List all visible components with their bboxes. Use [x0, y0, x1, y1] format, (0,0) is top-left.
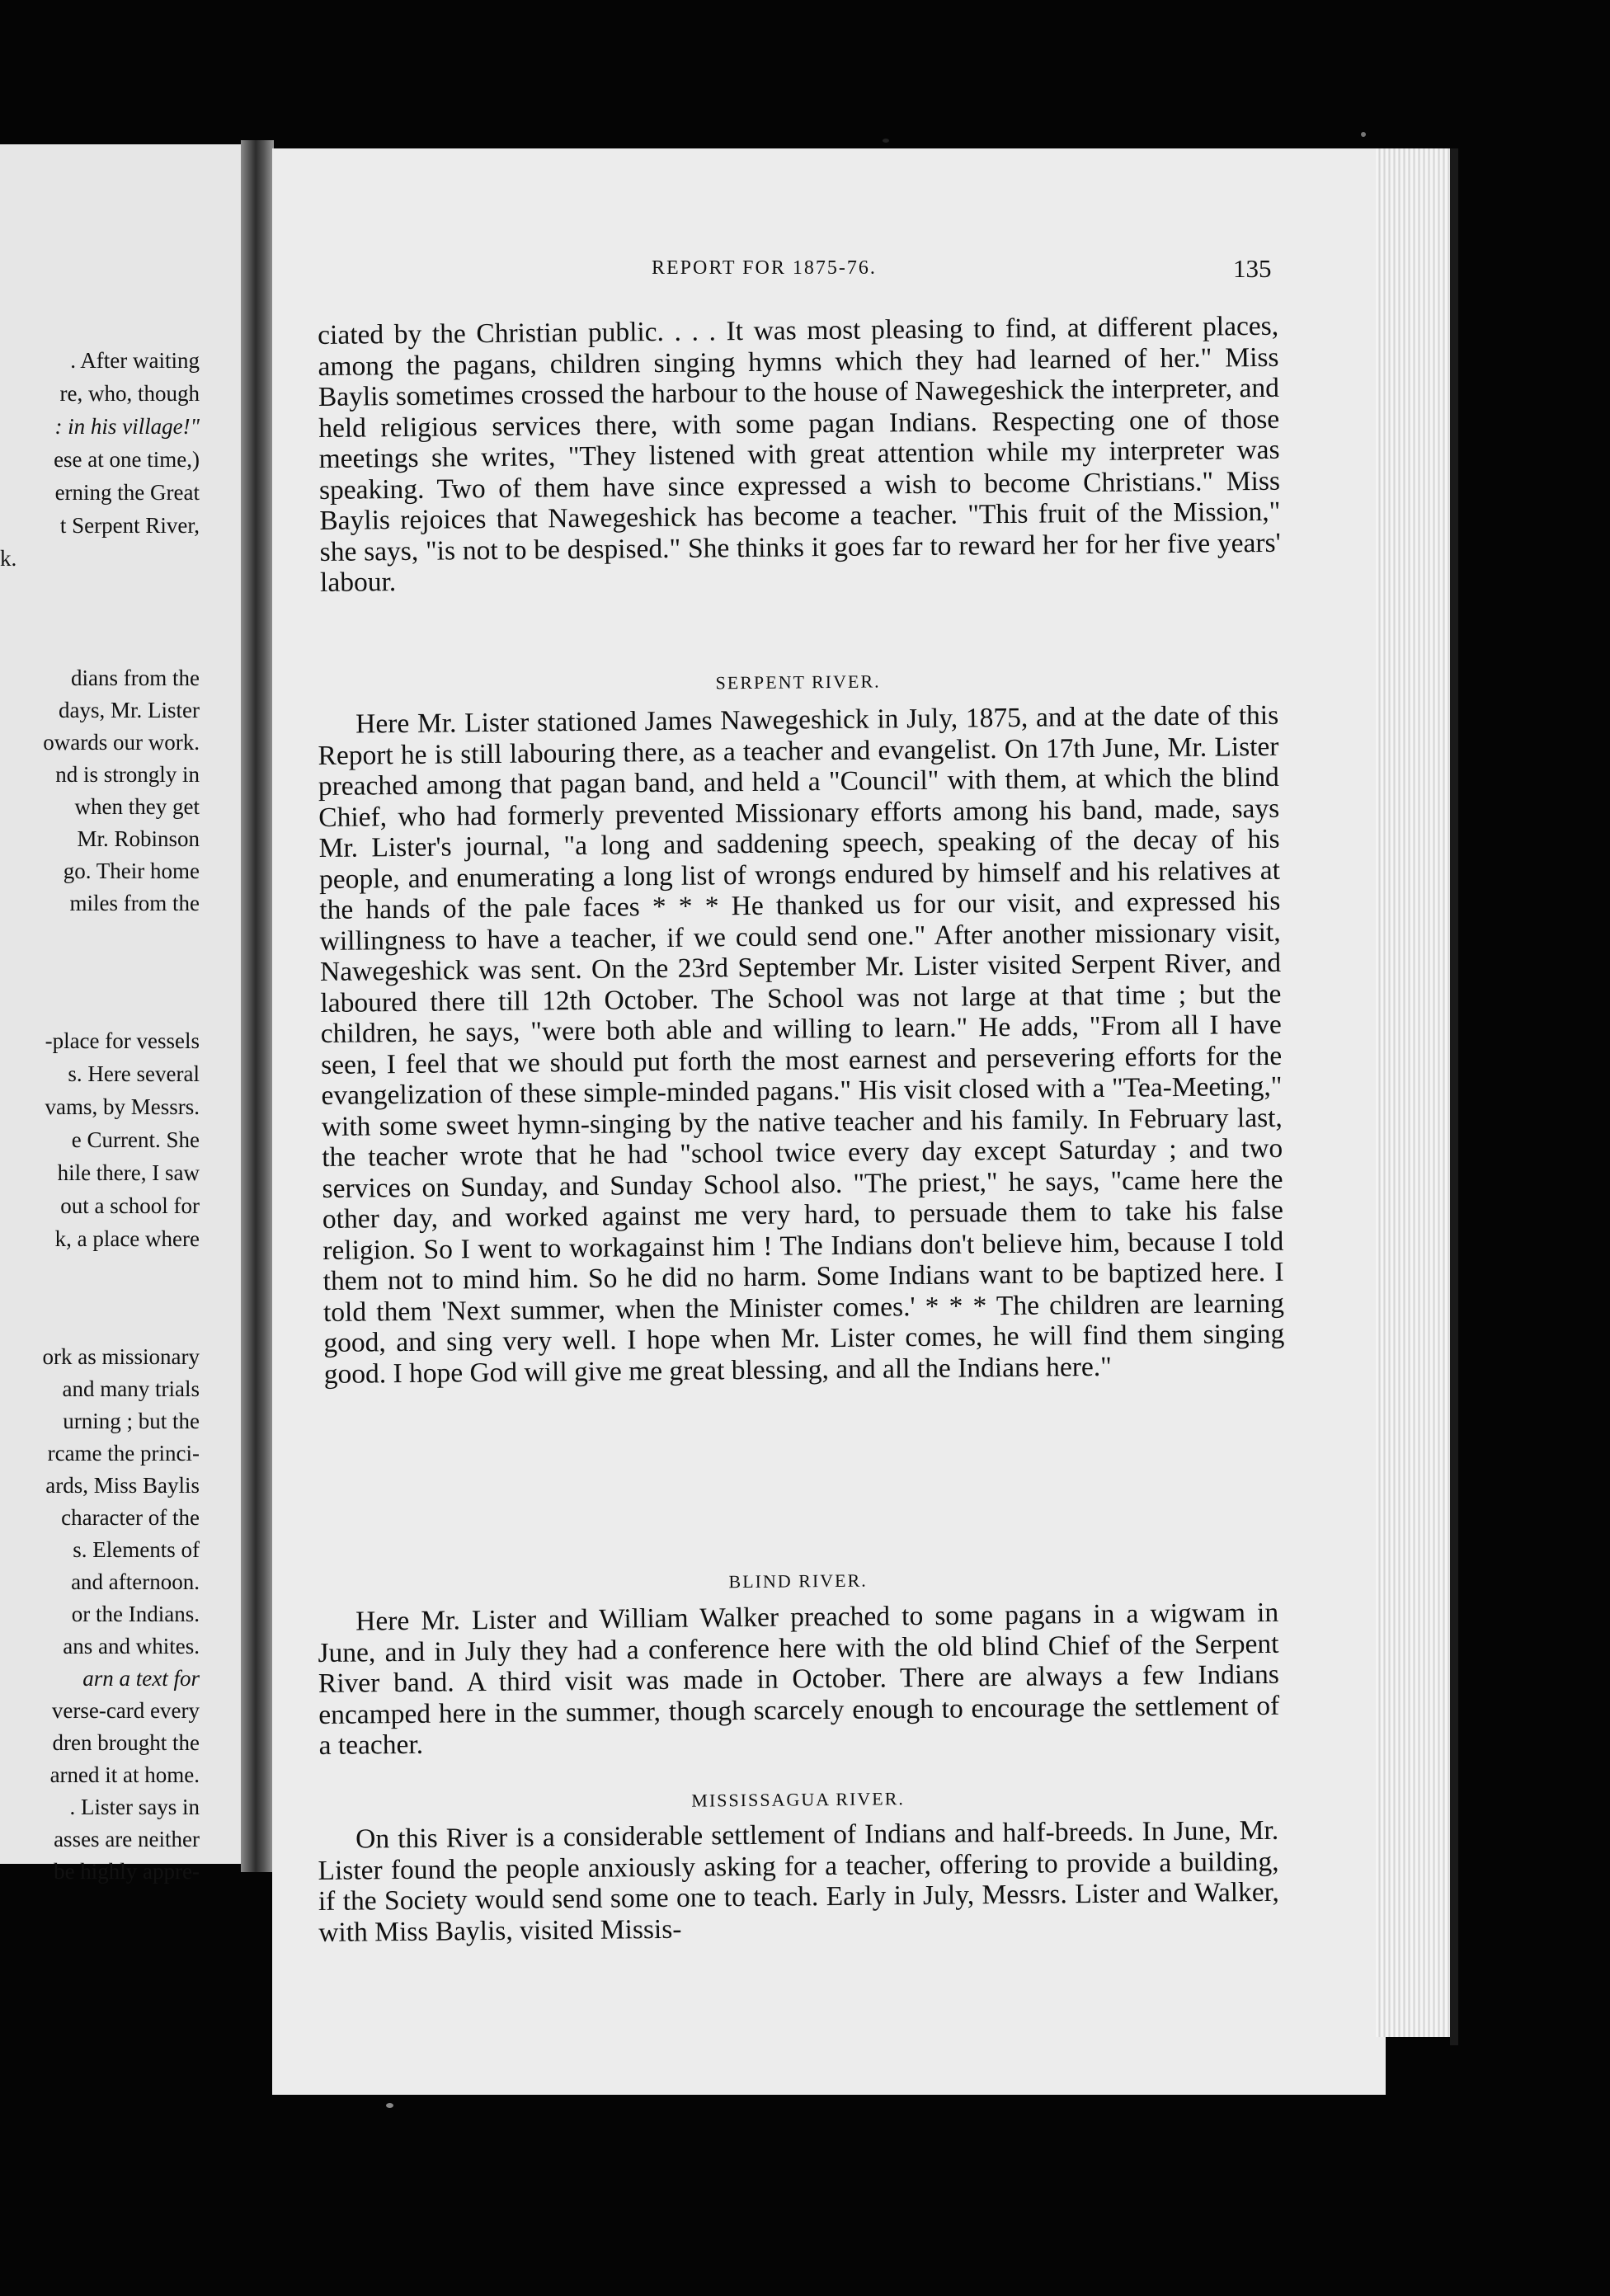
left-page-line: verse-card every	[51, 1698, 200, 1723]
paragraph-text: ciated by the Christian public. . . . It was most pleasing to find, at different places, among the pagans, children singing hymns which they had learned of her." Miss Baylis sometimes crossed the harbour to the house of Nawegeshick the interpreter, and held religious services there, with some pagan Indians. Respecting one of those meetings she writes, "They listened with great attention while my interpreter was speaking. Two of them have since expressed a wish to become Christians." Miss Baylis rejoices that Nawegeshick has become a teacher. "This fruit of the Mission," she says, "is not to be despised." She thinks it goes far to reward her for her five years' labour.	[318, 310, 1281, 598]
left-page-line: asses are neither	[54, 1827, 200, 1851]
scan-speck	[1361, 132, 1366, 137]
left-page-line: dren brought the	[52, 1730, 200, 1755]
left-page-line: and afternoon.	[71, 1569, 200, 1594]
left-page-line: hile there, I saw	[57, 1160, 200, 1185]
left-page-line: : in his village!"	[54, 414, 200, 439]
section-paragraph	[318, 700, 1285, 1390]
paragraph-text: Here Mr. Lister stationed James Nawegeshick in July, 1875, and at the date of this Report he is still labouring there, as a teacher and evangelist. On 17th June, Mr. Lister preached among that pagan band, and held a "Council" with them, at which the blind Chief, who had formerly prevented Missionary efforts among his band, made, says Mr. Lister's journal, "a long and saddening speech, speaking of the decay of his people, and enumerating a long list of wrongs endured by himself and his relatives at the hands of the pale faces * * * He thanked us for our visit, and expressed his willingness to have a teacher, if we could send one." After another missionary visit, Nawegeshick was sent. On the 23rd September Mr. Lister visited Serpent River, and laboured there till 12th October. The School was not large at that time ; but the children, he says, "were both able and willing to learn." He adds, "From all I have seen, I feel that we should put forth the most earnest and persevering efforts for the evangelization of these simple-minded pagans." His visit closed with a "Tea-Meeting," with some sweet hymn-singing by the native teacher and his family. In February last, the teacher wrote that he had "school twice every day except Saturday ; and two services on Sunday, and Sunday School also. "The priest," he says, "came here the other day, and worked against me very hard, to persuade them to take his false religion. So I went to workagainst him ! The Indians don't believe him, because I told them not to mind him. So he did no harm. Some Indians want to be baptized here. I told them 'Next summer, when the Minister comes.' * * * The children are learning good, and sing very well. I hope when Mr. Lister comes, he will find them singing good. I hope God will give me great blessing, and all the Indians here."	[318, 699, 1285, 1390]
section-paragraph	[318, 1597, 1280, 1762]
book-edge-shadow	[1450, 148, 1458, 2045]
left-page-line: s. Here several	[68, 1061, 200, 1086]
left-page-line: character of the	[61, 1505, 200, 1530]
left-page-line: k, a place where	[54, 1226, 200, 1251]
left-page-line: rcame the princi-	[47, 1441, 200, 1466]
left-page-line: ese at one time,)	[54, 447, 200, 472]
left-page-line: vams, by Messrs.	[45, 1094, 200, 1119]
section-paragraph	[318, 1815, 1279, 1948]
book-gutter	[241, 140, 274, 1872]
scan-speck	[386, 2103, 393, 2108]
left-page-line: . After waiting	[70, 348, 200, 373]
left-page-line: go. Their home	[63, 859, 200, 883]
section-heading: BLIND RIVER.	[728, 1569, 868, 1593]
left-page-line: arn a text for	[82, 1666, 200, 1691]
paragraph-text: Here Mr. Lister and William Walker preached to some pagans in a wigwam in June, and in July they had a conference here with the old blind Chief of the Serpent River band. A third visit was made in October. There are always a few Indians encamped here in the summer, though scarcely enough to encourage the settlement of a teacher.	[318, 1597, 1280, 1761]
paragraph-text: On this River is a considerable settlement of Indians and half-breeds. In June, Mr. Lister found the people anxiously asking for a teacher, offering to provide a building, if the Society would send some one to teach. Early in July, Messrs. Lister and Walker, with Miss Baylis, visited Missis-	[318, 1814, 1280, 1948]
page-edges	[1376, 148, 1454, 2037]
left-page-line: re, who, though	[59, 381, 200, 406]
left-page-line: be highly appre-	[54, 1859, 200, 1884]
left-page-line: arned it at home.	[49, 1762, 200, 1787]
left-page-line: ork as missionary	[42, 1344, 200, 1369]
left-page-line: dians from the	[71, 666, 200, 690]
left-page-line: days, Mr. Lister	[59, 698, 200, 722]
left-page-line: e Current. She	[71, 1127, 200, 1152]
left-page-line: s. Elements of	[73, 1537, 200, 1562]
section-heading: MISSISSAGUA RIVER.	[691, 1788, 905, 1811]
left-page-line: or the Indians.	[71, 1602, 200, 1626]
left-page-line: miles from the	[69, 891, 200, 915]
left-page-line: when they get	[74, 794, 200, 819]
left-page-line: out a school for	[60, 1193, 200, 1218]
left-page-line: erning the Great	[54, 480, 200, 505]
left-page-line: . Lister says in	[69, 1795, 200, 1819]
left-page-line: t Serpent River,	[59, 513, 200, 538]
left-page-line: urning ; but the	[63, 1409, 200, 1433]
left-page-line: k.	[0, 546, 17, 571]
scan-speck	[883, 139, 889, 143]
left-page-line: ards, Miss Baylis	[45, 1473, 200, 1498]
page-number: 135	[1233, 254, 1272, 283]
left-page-line: owards our work.	[43, 730, 200, 755]
left-page-line: ans and whites.	[63, 1634, 200, 1658]
left-page-line: Mr. Robinson	[77, 826, 200, 851]
left-page-line: nd is strongly in	[55, 762, 200, 787]
left-page-line: and many trials	[62, 1376, 200, 1401]
intro-paragraph	[318, 311, 1281, 599]
section-heading: SERPENT RIVER.	[715, 670, 881, 694]
left-page-line: -place for vessels	[45, 1028, 200, 1053]
running-head: REPORT FOR 1875-76.	[652, 257, 877, 279]
